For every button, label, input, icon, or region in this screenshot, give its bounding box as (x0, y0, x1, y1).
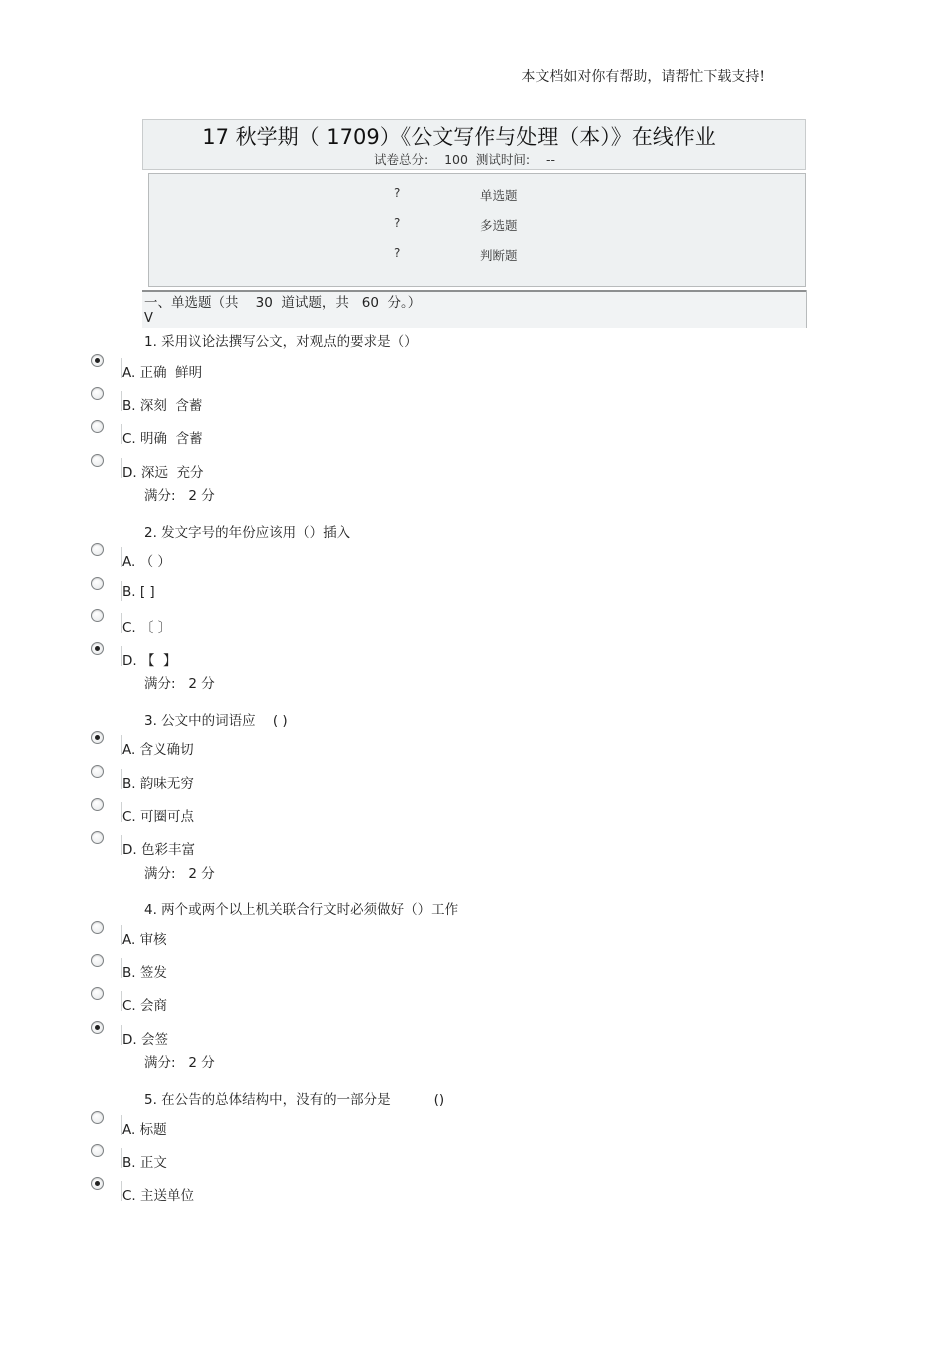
q1-option-a-radio[interactable] (91, 354, 109, 372)
q4-option-a[interactable]: A. 审核 (122, 932, 167, 948)
q4-option-d[interactable]: D. 会签 (122, 1032, 168, 1048)
q3-option-b-radio[interactable] (91, 765, 109, 783)
section-heading: 一、单选题（共 30 道试题，共 60 分。） (144, 295, 422, 311)
q5-option-c-radio[interactable] (91, 1177, 109, 1195)
q2-option-b-radio[interactable] (91, 577, 109, 595)
radio-icon (91, 765, 104, 778)
radio-checked-icon (91, 1177, 104, 1190)
question-2-text: 2. 发文字号的年份应该用（）插入 (144, 525, 351, 541)
q1-score: 满分: 2 分 (144, 488, 215, 504)
nav-icon-multi: ? (394, 216, 401, 230)
radio-icon (91, 831, 104, 844)
question-3-text: 3. 公文中的词语应 ( ) (144, 713, 288, 729)
q1-option-b[interactable]: B. 深刻 含蓄 (122, 398, 203, 414)
radio-icon (91, 987, 104, 1000)
radio-icon (91, 543, 104, 556)
top-note: 本文档如对你有帮助，请帮忙下载支持! (521, 69, 765, 85)
nav-icon-judge: ? (394, 246, 401, 260)
question-1-text: 1. 采用议论法撰写公文，对观点的要求是（） (144, 334, 418, 350)
radio-checked-icon (91, 731, 104, 744)
q4-option-b-radio[interactable] (91, 954, 109, 972)
radio-icon (91, 609, 104, 622)
radio-checked-icon (91, 1021, 104, 1034)
nav-link-multi-choice[interactable]: 多选题 (480, 218, 518, 233)
radio-icon (91, 921, 104, 934)
q4-score: 满分: 2 分 (144, 1055, 215, 1071)
radio-icon (91, 1111, 104, 1124)
q3-option-d-radio[interactable] (91, 831, 109, 849)
q2-score: 满分: 2 分 (144, 676, 215, 692)
q2-option-a[interactable]: A. （ ） (122, 554, 171, 570)
radio-icon (91, 954, 104, 967)
q4-option-c[interactable]: C. 会商 (122, 998, 168, 1014)
q5-option-a-radio[interactable] (91, 1111, 109, 1129)
q1-option-a[interactable]: A. 正确 鲜明 (122, 365, 203, 381)
radio-icon (91, 454, 104, 467)
q3-option-a[interactable]: A. 含义确切 (122, 742, 194, 758)
q5-option-a[interactable]: A. 标题 (122, 1122, 167, 1138)
q3-option-a-radio[interactable] (91, 731, 109, 749)
q2-option-a-radio[interactable] (91, 543, 109, 561)
q5-option-b[interactable]: B. 正文 (122, 1155, 167, 1171)
q4-option-b[interactable]: B. 签发 (122, 965, 167, 981)
score-info: 试卷总分: 100 测试时间: -- (374, 152, 556, 167)
section-divider (806, 290, 807, 328)
q5-option-c[interactable]: C. 主送单位 (122, 1188, 195, 1204)
radio-checked-icon (91, 642, 104, 655)
q2-option-d[interactable]: D. 【 】 (122, 653, 177, 669)
nav-icon-single: ? (394, 186, 401, 200)
q1-option-c[interactable]: C. 明确 含蓄 (122, 431, 203, 447)
page-title: 17 秋学期（ 1709）《公文写作与处理（本）》在线作业 (202, 125, 716, 149)
radio-icon (91, 577, 104, 590)
q1-option-c-radio[interactable] (91, 420, 109, 438)
q3-option-c[interactable]: C. 可圈可点 (122, 809, 195, 825)
q2-option-b[interactable]: B. [ ] (122, 584, 155, 600)
nav-link-true-false[interactable]: 判断题 (480, 248, 518, 263)
question-type-nav (148, 173, 806, 287)
q4-option-a-radio[interactable] (91, 921, 109, 939)
q2-option-c[interactable]: C. 〔 〕 (122, 620, 172, 636)
q3-option-c-radio[interactable] (91, 798, 109, 816)
radio-checked-icon (91, 354, 104, 367)
q4-option-d-radio[interactable] (91, 1021, 109, 1039)
radio-icon (91, 420, 104, 433)
q2-option-c-radio[interactable] (91, 609, 109, 627)
question-4-text: 4. 两个或两个以上机关联合行文时必须做好（）工作 (144, 902, 459, 918)
nav-link-single-choice[interactable]: 单选题 (480, 188, 518, 203)
q1-option-b-radio[interactable] (91, 387, 109, 405)
q5-option-b-radio[interactable] (91, 1144, 109, 1162)
radio-icon (91, 387, 104, 400)
radio-icon (91, 1144, 104, 1157)
q1-option-d[interactable]: D. 深远 充分 (122, 465, 204, 481)
q3-option-d[interactable]: D. 色彩丰富 (122, 842, 195, 858)
radio-icon (91, 798, 104, 811)
q2-option-d-radio[interactable] (91, 642, 109, 660)
question-5-text: 5. 在公告的总体结构中，没有的一部分是 () (144, 1092, 445, 1108)
q3-score: 满分: 2 分 (144, 866, 215, 882)
q4-option-c-radio[interactable] (91, 987, 109, 1005)
q3-option-b[interactable]: B. 韵味无穷 (122, 776, 194, 792)
q1-option-d-radio[interactable] (91, 454, 109, 472)
section-marker: V (144, 311, 153, 326)
